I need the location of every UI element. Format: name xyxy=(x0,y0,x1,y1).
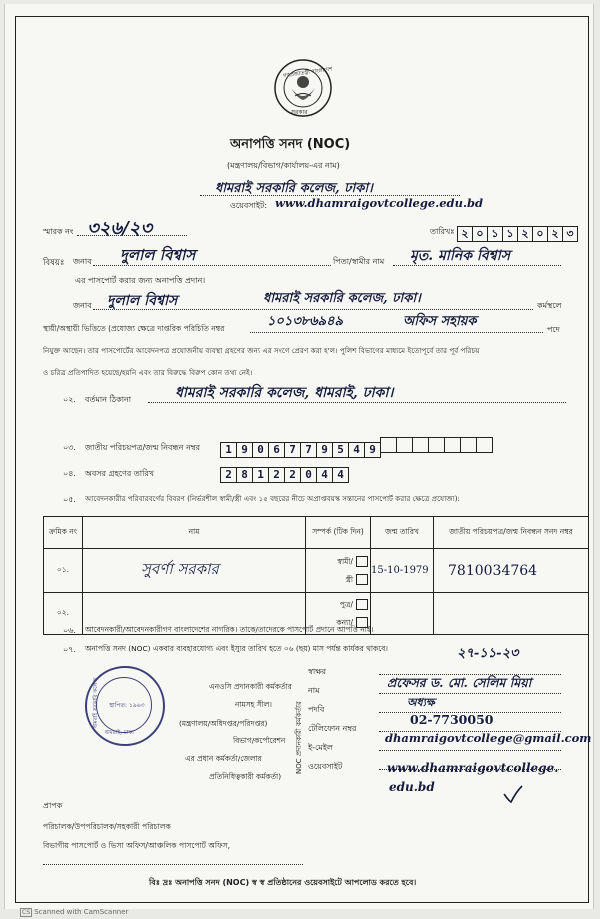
row-nid: 7810034764 xyxy=(434,549,589,593)
retire-digit: 1 xyxy=(252,467,269,483)
document-page xyxy=(4,4,594,909)
relation-checkbox[interactable] xyxy=(356,599,368,610)
body-janab: জনাব xyxy=(73,301,92,310)
item-number-06: ০৬. xyxy=(63,626,76,635)
relation-option-wife: স্ত্রী xyxy=(345,574,353,584)
seal-place: ধামরাই, ঢাকা xyxy=(105,730,134,736)
seal-established: স্থাপিত: ১৯৬৩ xyxy=(109,702,145,709)
body-line4: ও চরিত্র প্রতিপাদিত হয়েছে/হয়নি এবং তার বিরুদ্ধে বিরুপ কোন তথ্য নেই। xyxy=(43,368,253,377)
address-label: বর্তমান ঠিকানা xyxy=(85,395,132,404)
body-line2-prefix: স্থায়ী/অস্থায়ী ভিত্তিতে (প্রযোজ্য ক্ষেত্রে দাপ্তরিক পরিচিতি নম্বর xyxy=(43,324,225,333)
citizen-statement: আবেদনকারী/আবেদনকারীগণ বাংলাদেশের নাগরিক। তাকে/তাদেরকে পাসপোর্ট প্রদানে আপত্তি নাই। xyxy=(85,625,374,634)
body-line3: নিযুক্ত আছেন। তার পাসপোর্টের আবেদনপত্র প্রযোজনীয় ব্যবস্থা গ্রহণের জন্য এর সংগে প্রেরণ করা হ'ল। পুলিশ বিভাগের মাধ্যমে ইতোপূর্বে তার পূর্ব পরিচয় xyxy=(43,346,480,355)
retire-digit: 2 xyxy=(268,467,285,483)
family-table-header xyxy=(44,517,589,549)
office-name: ধামরাই সরকারি কলেজ, ঢাকা। xyxy=(215,181,373,196)
retire-digit: 0 xyxy=(300,467,317,483)
body-office: ধামরাই সরকারি কলেজ, ঢাকা। xyxy=(263,291,421,306)
item-number-02: ০২. xyxy=(63,395,76,404)
row-dob xyxy=(371,593,434,635)
validity-statement: অনাপত্তি সনদ (NOC) একবার ব্যবহারযোগ্য এবং ইস্যুর তারিখ হতে ০৬ (ছয়) মাস পর্যন্ত কার্যকর থাকবে। xyxy=(85,644,388,653)
designation-suffix: পদে xyxy=(547,325,560,334)
issue-date-boxes xyxy=(457,222,577,242)
retire-digit: 8 xyxy=(236,467,253,483)
retire-digit: 4 xyxy=(332,467,349,483)
row-relation xyxy=(306,549,371,593)
nid-digit: 9 xyxy=(316,442,333,458)
officer-caption-2: নামসহ সীল। xyxy=(235,700,272,709)
col-serial: ক্রমিক নং xyxy=(44,517,83,549)
check-mark-icon xyxy=(502,784,524,804)
date-digit: ২ xyxy=(547,226,563,242)
post-label: পদবি xyxy=(308,705,325,714)
father-name: মৃত. মানিক বিশ্বাস xyxy=(410,248,510,264)
nid-label: জাতীয় পরিচয়পত্র/জন্ম নিবন্ধন নম্বর xyxy=(85,443,200,452)
designation-value: অফিস সহায়ক xyxy=(403,314,477,329)
relation-option-daughter: কন্যা/ xyxy=(336,617,353,627)
official-id-number: ১০১৩৮৬৯৪৯ xyxy=(267,314,343,329)
officer-caption-1: এনওসি প্রদানকারী কর্মকর্তার xyxy=(209,682,292,691)
officer-caption-5: এর প্রধান কর্মকর্তা/জেলার xyxy=(185,754,262,763)
family-table xyxy=(43,516,589,635)
name-label: নাম xyxy=(308,686,320,695)
father-label: পিতা/স্বামীর নাম xyxy=(333,257,385,266)
retirement-digit-boxes xyxy=(220,463,348,483)
date-digit: ১ xyxy=(502,226,518,242)
signature-label: স্বাক্ষর xyxy=(308,667,327,676)
subject-line2: এর পাসপোর্ট করার জন্য অনাপত্তি প্রদান। xyxy=(75,276,206,285)
seal-text: ধামরাই সরকারি কলেজ xyxy=(93,677,99,728)
address-value: ধামরাই সরকারি কলেজ, ধামরাই, ঢাকা। xyxy=(175,385,394,401)
officer-phone: 02-7730050 xyxy=(410,712,494,727)
scanner-watermark xyxy=(20,908,128,917)
nid-digit: 5 xyxy=(332,442,349,458)
family-label: আবেদনকারীর পরিবারবর্গের বিবরণ (নির্ভরশীল স্বামী/স্ত্রী এবং ১৫ বছরের নীচে অপ্রাপ্তবয়স্ক সন্তানের পাসপোর্ট করার ক্ষেত্রে প্রযোজ্য): xyxy=(85,494,460,503)
nid-digit: 6 xyxy=(268,442,285,458)
retire-digit: 2 xyxy=(220,467,237,483)
retire-digit: 2 xyxy=(284,467,301,483)
officer-side-label: NOC প্রদানকারী কর্মকর্তার xyxy=(295,701,303,774)
relation-option-husband: স্বামী/ xyxy=(337,556,353,566)
recipient-line1: পরিচালক/উপপরিচালক/সহকারী পরিচালক xyxy=(43,822,171,831)
nid-digit-boxes xyxy=(220,437,492,458)
retire-digit: 4 xyxy=(316,467,333,483)
web-label: ওয়েবসাইট xyxy=(308,762,343,771)
nid-digit: 0 xyxy=(252,442,269,458)
relation-checkbox[interactable] xyxy=(356,556,368,567)
officer-caption-6: প্রতিনিধিত্বকারী কর্মকর্তা) xyxy=(209,772,282,781)
nid-digit: 7 xyxy=(300,442,317,458)
officer-post: অধ্যক্ষ xyxy=(407,696,435,709)
relation-option-son: পুত্র/ xyxy=(339,599,353,609)
memo-value: ৩২৬/২৩ xyxy=(87,218,153,239)
emblem-bottom-text: সরকার xyxy=(291,109,308,116)
row-nid xyxy=(434,593,589,635)
nid-digit: 9 xyxy=(236,442,253,458)
document-title: অনাপত্তি সনদ (NOC) xyxy=(230,137,351,152)
phone-label: টেলিফোন নম্বর xyxy=(308,724,357,733)
nid-digit: 9 xyxy=(364,442,381,458)
officer-signature: ২৭-১১-২৩ xyxy=(457,646,519,661)
recipient-line2: বিভাগীয় পাসপোর্ট ও ভিসা অফিস/আঞ্চলিক পাসপোর্ট অফিস, xyxy=(43,841,231,850)
subject-label: বিষয়ঃ xyxy=(43,258,65,268)
website-label: ওয়েবসাইট: xyxy=(230,201,268,210)
scanner-text: Scanned with CamScanner xyxy=(34,908,129,916)
memo-label: স্মারক নং xyxy=(43,227,74,236)
relation-checkbox[interactable] xyxy=(356,574,368,585)
subject-name: দুলাল বিশ্বাস xyxy=(120,246,196,264)
table-row xyxy=(44,549,589,593)
body-office-label: কর্মস্থলে xyxy=(537,301,562,310)
retirement-label: অবসর গ্রহণের তারিখ xyxy=(85,469,155,478)
website-value: www.dhamraigovtcollege.edu.bd xyxy=(275,196,484,210)
nid-digit: 7 xyxy=(284,442,301,458)
item-number-07: ০৭. xyxy=(63,645,76,654)
footer-note: বিঃ দ্রঃ অনাপত্তি সনদ (NOC) স্ব স্ব প্রতিষ্ঠানের ওয়েবসাইটে আপলোড করতে হবে। xyxy=(149,878,417,887)
date-digit: ২ xyxy=(457,226,473,242)
officer-email: dhamraigovtcollege@gmail.com xyxy=(385,731,592,745)
officer-name: প্রফেসর ড. মো. সেলিম মিয়া xyxy=(387,675,532,690)
body-name: দুলাল বিশ্বাস xyxy=(107,293,178,309)
item-number-05: ০৫. xyxy=(63,495,76,504)
row-serial: ০২. xyxy=(44,593,83,635)
nid-digit: 1 xyxy=(220,442,237,458)
recipient-label: প্রাপক xyxy=(43,801,63,810)
officer-caption-3: (মন্ত্রণালয়/অধিদপ্তর/পরিদপ্তর) xyxy=(179,719,268,728)
item-number-03: ০৩. xyxy=(63,443,76,452)
col-name: নাম xyxy=(83,517,306,549)
row-dob: 15-10-1979 xyxy=(371,549,434,593)
item-number-04: ০৪. xyxy=(63,469,76,478)
date-digit: ৩ xyxy=(562,226,578,242)
row-serial: ০১. xyxy=(44,549,83,593)
officer-website-line2: edu.bd xyxy=(389,780,435,794)
officer-caption-4: বিভাগ/কর্পোরেশন xyxy=(233,736,286,745)
camscanner-badge: CS xyxy=(22,909,30,916)
row-name: সুবর্ণা সরকার xyxy=(83,549,306,593)
nid-digit: 4 xyxy=(348,442,365,458)
date-digit: ২ xyxy=(517,226,533,242)
date-digit: ০ xyxy=(532,226,548,242)
document-subtitle: (মন্ত্রণালয়/বিভাগ/কার্যালয়-এর নাম) xyxy=(227,161,340,170)
email-label: ই-মেইল xyxy=(308,743,333,752)
date-digit: ০ xyxy=(472,226,488,242)
col-relation: সম্পর্ক (টিক দিন) xyxy=(306,517,371,549)
date-digit: ১ xyxy=(487,226,503,242)
college-seal xyxy=(85,666,165,746)
subject-janab: জনাব xyxy=(73,257,92,266)
emblem-ring-text: গণপ্রজাতন্ত্রী বাংলাদেশ xyxy=(282,66,333,80)
col-dob: জন্ম তারিখ xyxy=(371,517,434,549)
col-nid: জাতীয় পরিচয়পত্র/জন্ম নিবন্ধন সনদ নম্বর xyxy=(434,517,589,549)
officer-website-line1: www.dhamraigovtcollege. xyxy=(387,761,559,775)
date-label: তারিখঃ xyxy=(430,227,455,236)
